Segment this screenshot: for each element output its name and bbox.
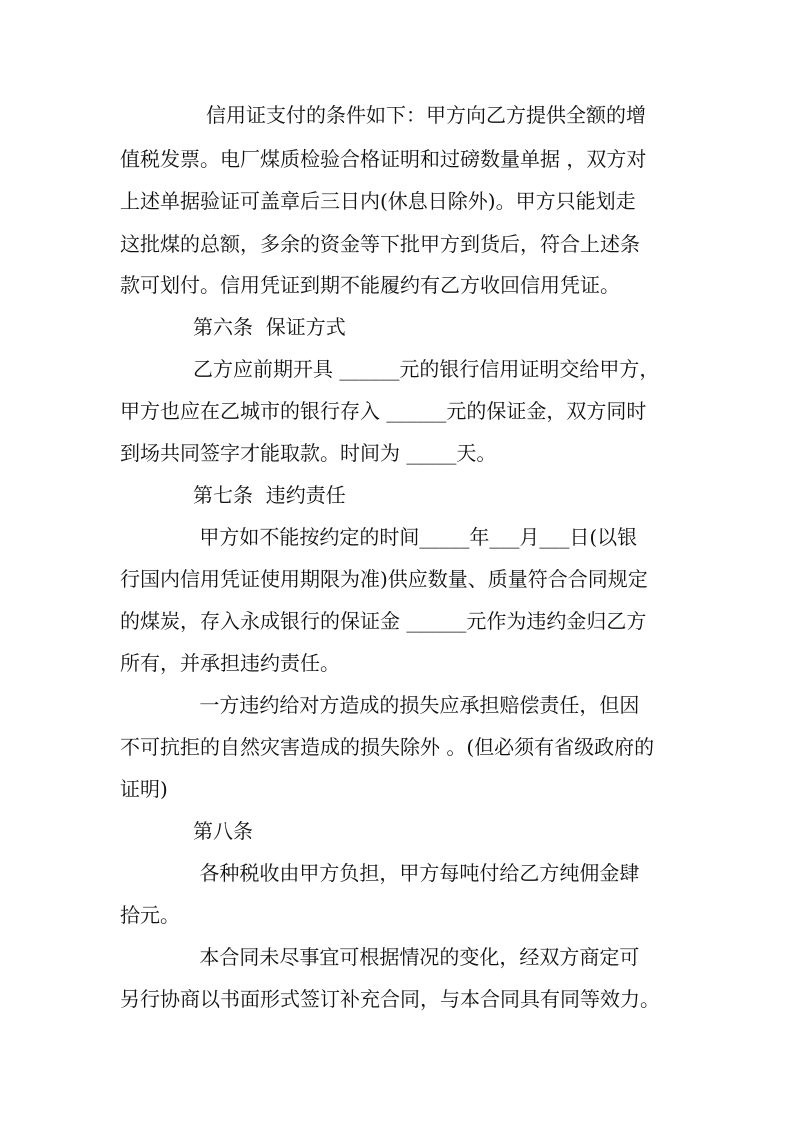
document-line: 甲方也应在乙城市的银行存入 ______元的保证金，双方同时 bbox=[120, 399, 647, 423]
document-line: 各种税收由甲方负担，甲方每吨付给乙方纯佣金肆 bbox=[193, 861, 640, 885]
section-heading: 第六条 保证方式 bbox=[193, 315, 346, 339]
section-heading: 第七条 违约责任 bbox=[193, 483, 346, 507]
document-line: 行国内信用凭证使用期限为准)供应数量、质量符合合同规定 bbox=[120, 567, 648, 591]
document-line: 不可抗拒的自然灾害造成的损失除外 。(但必须有省级政府的 bbox=[120, 735, 655, 759]
document-line: 上述单据验证可盖章后三日内(休息日除外)。甲方只能划走 bbox=[120, 189, 636, 213]
document-line: 的煤炭，存入永成银行的保证金 ______元作为违约金归乙方 bbox=[120, 609, 647, 633]
document-line: 信用证支付的条件如下：甲方向乙方提供全额的增 bbox=[206, 103, 646, 127]
document-line: 甲方如不能按约定的时间_____年___月___日(以银 bbox=[193, 525, 638, 549]
document-line: 这批煤的总额，多余的资金等下批甲方到货后，符合上述条 bbox=[120, 232, 640, 256]
document-line: 一方违约给对方造成的损失应承担赔偿责任，但因 bbox=[193, 693, 640, 717]
document-line: 证明) bbox=[120, 777, 168, 801]
document-line: 乙方应前期开具 ______元的银行信用证明交给甲方， bbox=[193, 357, 660, 381]
section-heading: 第八条 bbox=[193, 819, 253, 843]
document-line: 款可划付。信用凭证到期不能履约有乙方收回信用凭证。 bbox=[120, 273, 620, 297]
document-line: 拾元。 bbox=[120, 903, 180, 927]
document-line: 值税发票。电厂煤质检验合格证明和过磅数量单据 ，双方对 bbox=[120, 147, 647, 171]
document-line: 本合同未尽事宜可根据情况的变化，经双方商定可 bbox=[193, 945, 640, 969]
document-line: 另行协商以书面形式签订补充合同，与本合同具有同等效力。 bbox=[120, 987, 660, 1011]
document-line: 所有，并承担违约责任。 bbox=[120, 651, 340, 675]
document-line: 到场共同签字才能取款。时间为 _____天。 bbox=[120, 441, 497, 465]
